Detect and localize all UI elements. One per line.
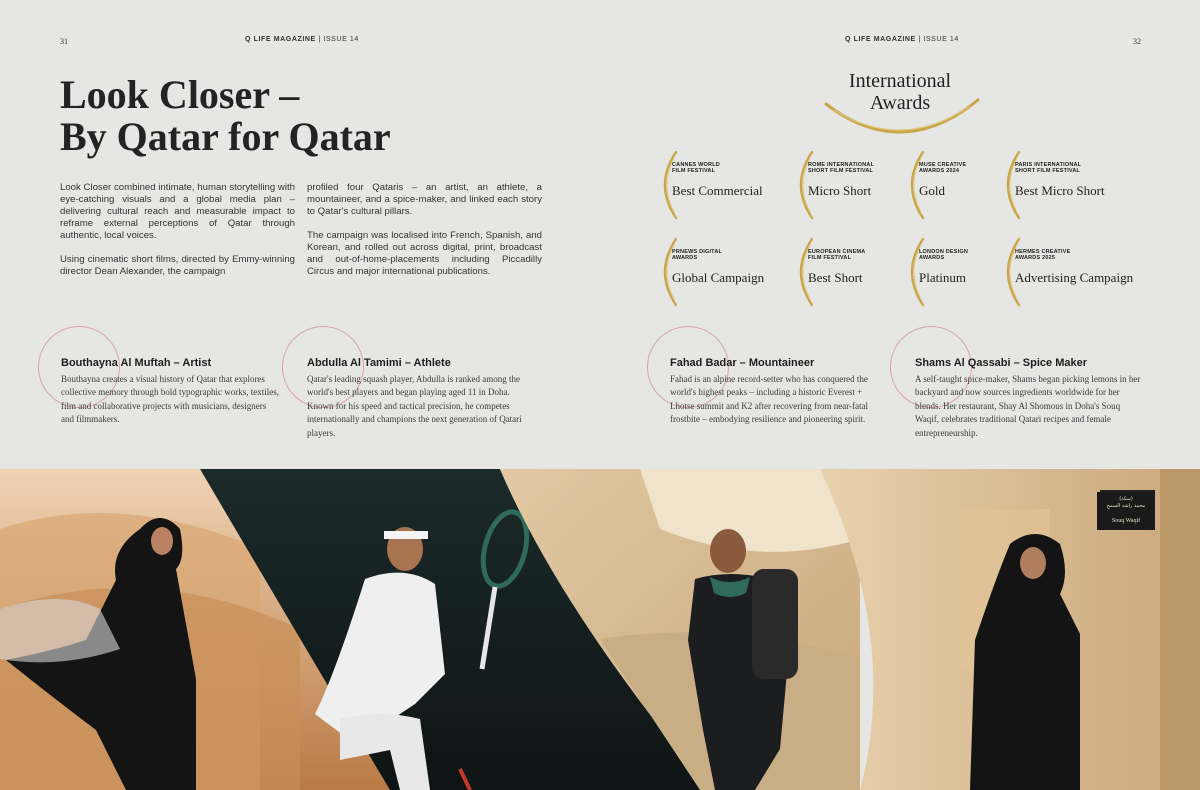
profile-name: Bouthayna Al Muftah – Artist: [61, 357, 212, 369]
award-title: Advertising Campaign: [1015, 270, 1134, 285]
award-title: Platinum: [919, 270, 966, 285]
right-masthead: [845, 36, 959, 43]
award-title: Best Micro Short: [1015, 183, 1105, 198]
award-title: Best Short: [808, 270, 863, 285]
article-title: [60, 74, 480, 158]
profile-name: Fahad Badar – Mountaineer: [670, 357, 815, 369]
spice-maker-face: [1020, 547, 1046, 579]
right-page-number: 32: [1133, 37, 1141, 46]
mountaineer-face: [710, 529, 746, 573]
photo-collage: [0, 469, 1200, 790]
artist-face: [151, 527, 173, 555]
award-festival: CANNES WORLD FILM FESTIVAL: [672, 162, 720, 175]
award-festival: EUROPEAN CINEMA FILM FESTIVAL: [808, 249, 866, 262]
gold-arc-ornament: [820, 92, 985, 142]
awards-heading-line-1: International: [848, 70, 952, 92]
award-title: Gold: [919, 183, 945, 198]
profile-bio: Fahad is an alpine record-setter who has conquered the world's highest peaks – including a historic Everest + Lhotse summit and K2 after recovering from near-fatal frostbite – embodying resilience and pioneering spirit.: [670, 374, 868, 425]
body-paragraph: The campaign was localised into French, Spanish, and Korean, and rolled out across digital, print, broadcast and out-of-home-placements including Piccadilly Circus and major international publications.: [307, 230, 542, 277]
profile-bio: A self-taught spice-maker, Shams began picking lemons in her backyard and now sources ingredients worldwide for her blends. Her restaurant, Shay Al Shomous in Doha's Souq Waqif, celebrates traditional Qatari recipes and female entrepreneurship.: [915, 374, 1141, 438]
award-festival: ROME INTERNATIONAL SHORT FILM FESTIVAL: [808, 162, 875, 175]
award-festival: MUSE CREATIVE AWARDS 2024: [919, 162, 967, 175]
profile-spice-maker: [915, 357, 1145, 440]
body-column-1: [60, 182, 295, 290]
profile-name: Abdulla Al Tamimi – Athlete: [307, 357, 451, 369]
profile-artist: [61, 357, 281, 427]
masthead-issue: | ISSUE 14: [918, 36, 959, 43]
left-masthead: [245, 36, 359, 43]
awards-heading-line-2: Awards: [869, 92, 931, 114]
body-paragraph: profiled four Qataris – an artist, an athlete, a mountaineer, and a spice-maker, and linked each story to Qatar's cultural pillars.: [307, 182, 542, 217]
title-line-2: By Qatar for Qatar: [60, 114, 391, 159]
award-badge: [1003, 150, 1163, 210]
body-paragraph: Using cinematic short films, directed by Emmy-winning director Dean Alexander, the campaign: [60, 254, 295, 277]
souq-pillar: [1160, 469, 1200, 790]
souq-sign-arabic: (سكة) محمد راشد السمح: [1106, 496, 1146, 509]
award-title: Global Campaign: [672, 270, 765, 285]
award-badge: [1003, 237, 1163, 297]
profile-bio: Qatar's leading squash player, Abdulla is ranked among the world's best players and began playing aged 11 in Doha. Known for his speed and tactical precision, he competes internationally and champions the next generation of Qatari players.: [307, 374, 522, 438]
award-title: Best Commercial: [672, 183, 763, 198]
masthead-issue: | ISSUE 14: [318, 36, 359, 43]
left-page-number: 31: [60, 37, 68, 46]
profile-bio: Bouthayna creates a visual history of Qatar that explores collective memory through bold typographic works, textiles, film and collaborative projects with musicians, designers and filmmakers.: [61, 374, 279, 425]
masthead-title: Q LIFE MAGAZINE: [245, 36, 316, 43]
title-line-1: Look Closer –: [60, 72, 300, 117]
profile-name: Shams Al Qassabi – Spice Maker: [915, 357, 1088, 369]
backpack: [752, 569, 798, 679]
award-festival: PARIS INTERNATIONAL SHORT FILM FESTIVAL: [1015, 162, 1082, 175]
headband: [384, 531, 428, 539]
profile-mountaineer: [670, 357, 880, 427]
award-title: Micro Short: [808, 183, 872, 198]
souq-sign-latin: Souq Waqif: [1111, 518, 1141, 524]
body-paragraph: Look Closer combined intimate, human storytelling with eye-catching visuals and a global media plan – delivering cultural reach and measurable impact to reframe external perceptions of Qatar through authentic, local voices.: [60, 182, 295, 241]
masthead-title: Q LIFE MAGAZINE: [845, 36, 916, 43]
award-festival: HERMES CREATIVE AWARDS 2025: [1015, 249, 1071, 262]
award-festival: LONDON DESIGN AWARDS: [919, 249, 969, 262]
body-column-2: [307, 182, 542, 290]
photo-strip: [0, 469, 1200, 790]
profile-athlete: [307, 357, 532, 440]
award-festival: PRNEWS DIGITAL AWARDS: [672, 249, 723, 262]
